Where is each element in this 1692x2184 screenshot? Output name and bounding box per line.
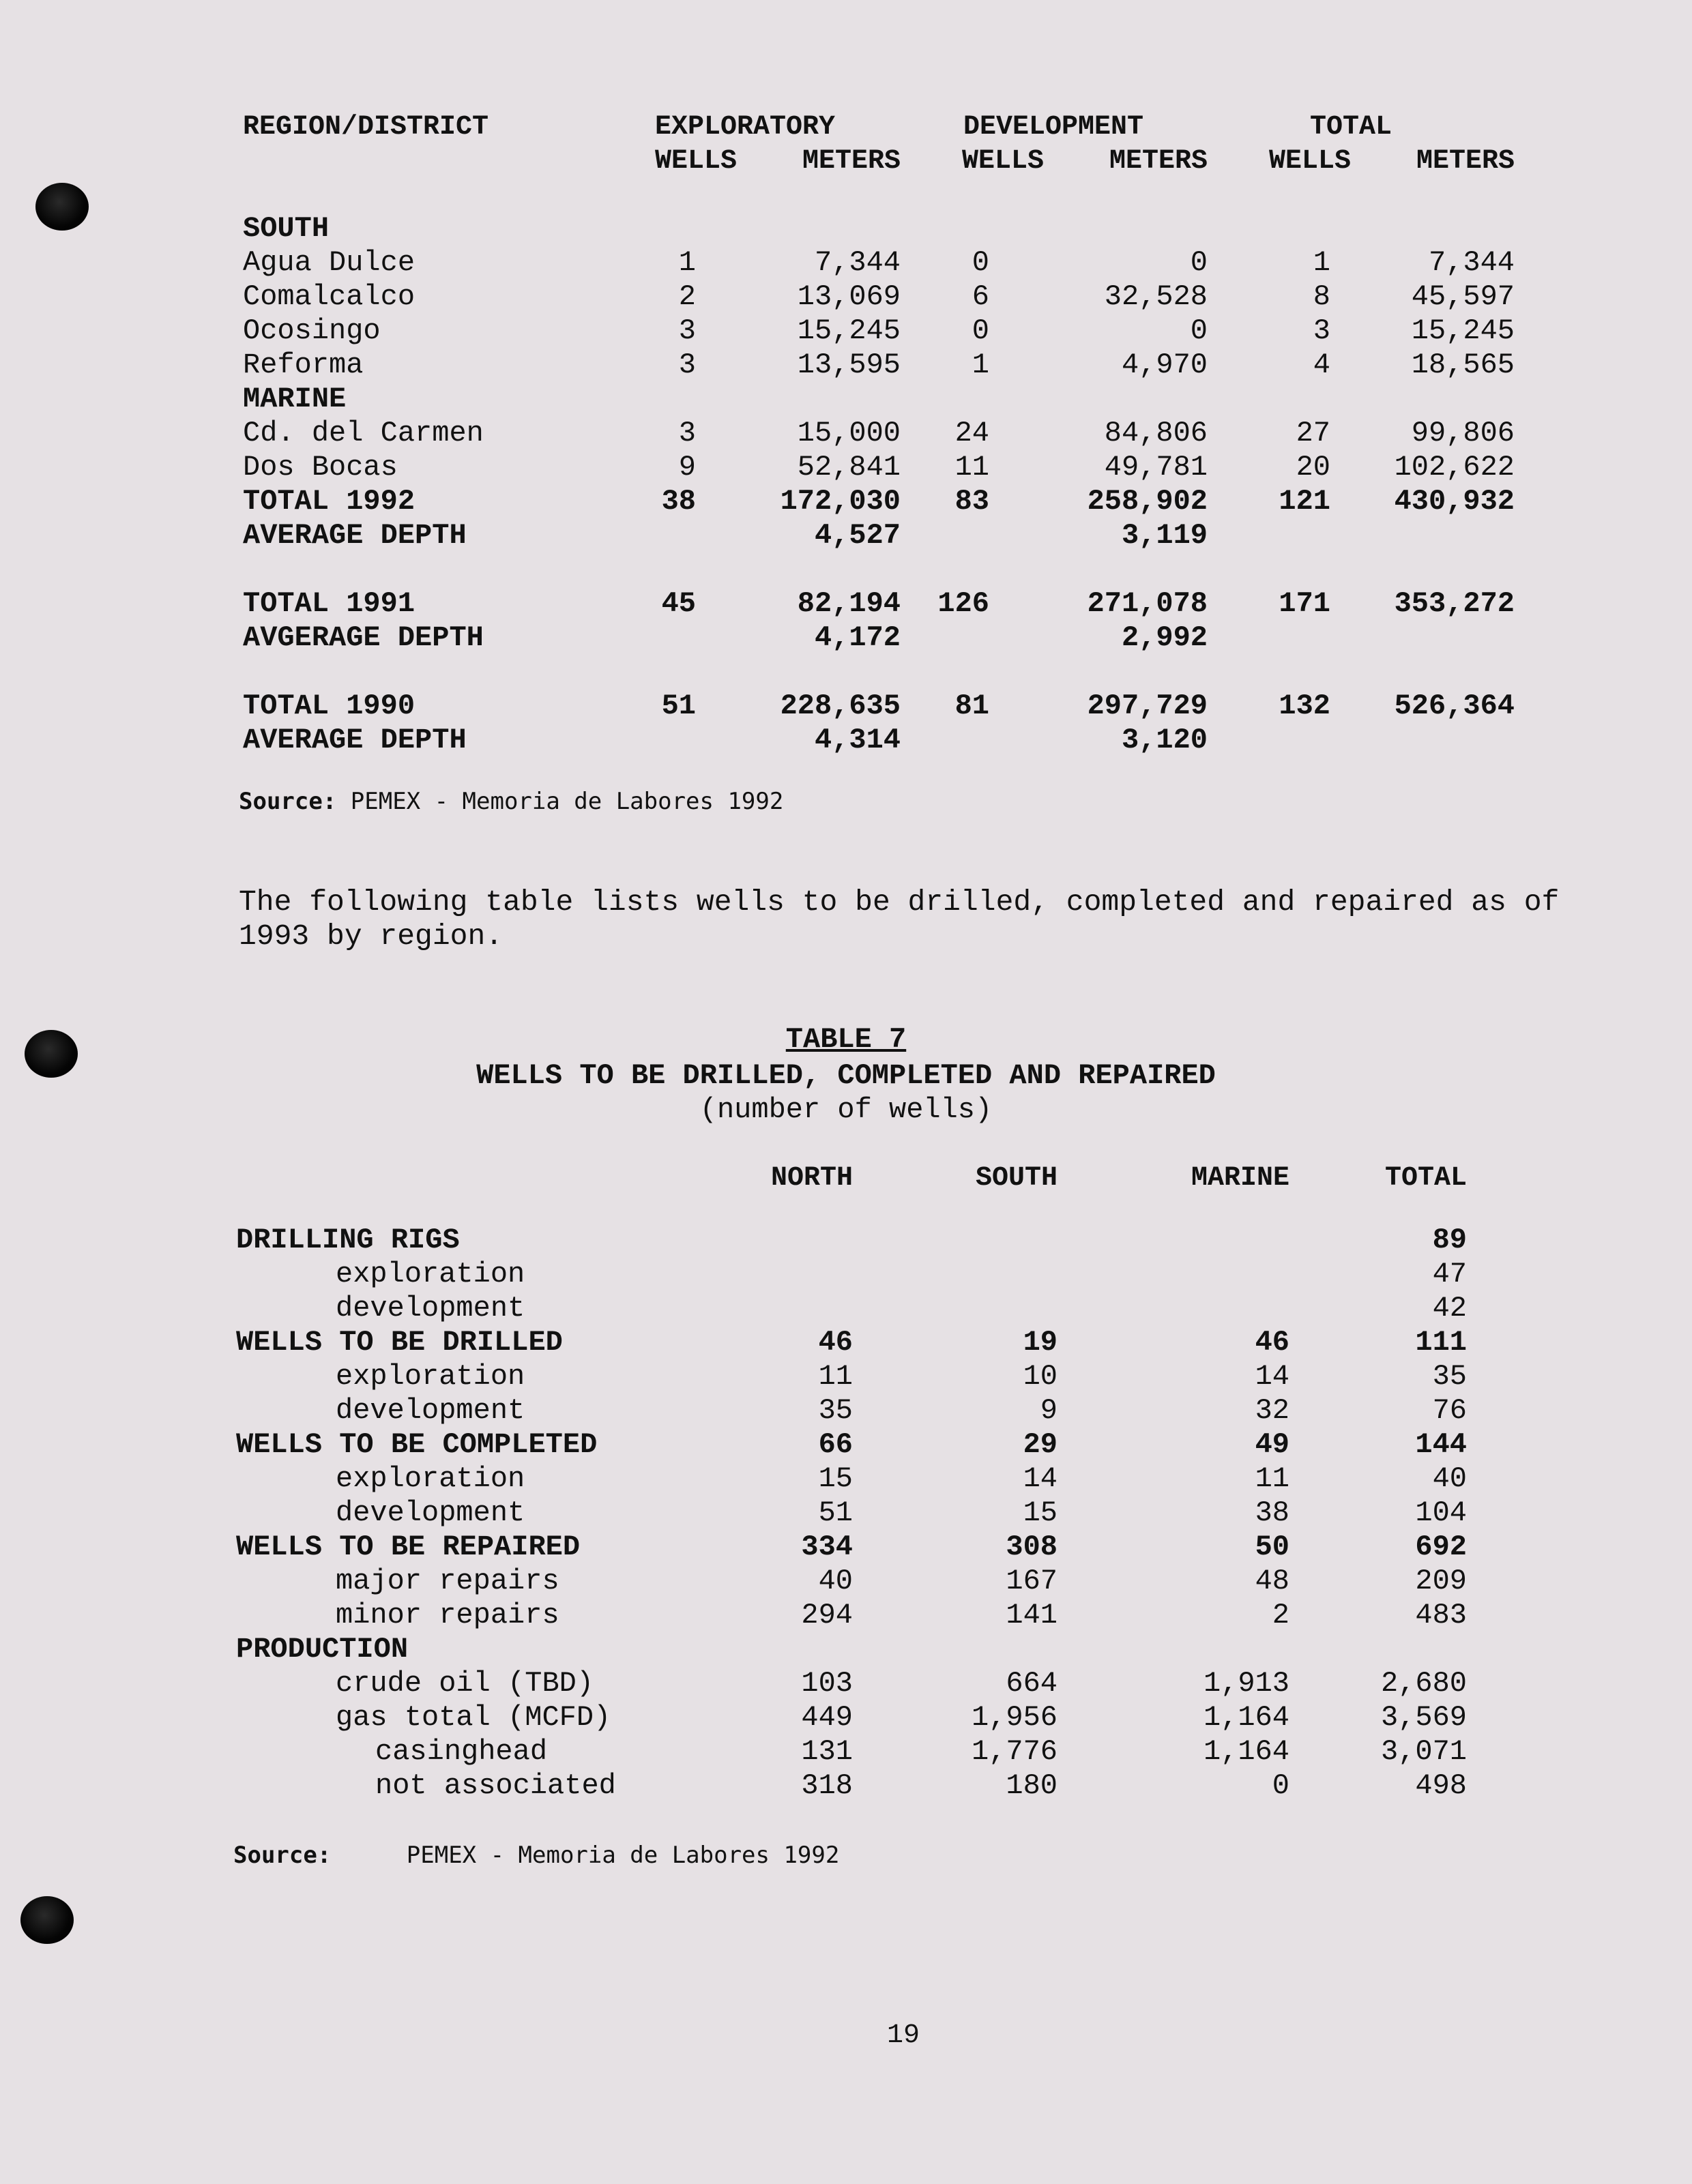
table-row — [0, 450, 1692, 484]
table7-number — [0, 1023, 1692, 1056]
table-cell: 3,071 — [1380, 1735, 1467, 1768]
table-cell: 308 — [1006, 1531, 1058, 1563]
table-cell: 83 — [954, 485, 989, 518]
table-row — [0, 416, 1692, 450]
table-cell: 50 — [1255, 1531, 1289, 1563]
table-cell: 4 — [1313, 349, 1330, 381]
table-cell: 52,841 — [797, 451, 901, 484]
table-cell: 13,069 — [797, 280, 901, 313]
table-cell: 0 — [1190, 246, 1208, 279]
table-cell: 15,245 — [797, 314, 901, 347]
table-row — [0, 1769, 1692, 1803]
row-label: Reforma — [243, 349, 364, 381]
table-row — [0, 1496, 1692, 1530]
table6-source — [239, 788, 783, 815]
table-row — [0, 587, 1692, 621]
table-row — [0, 280, 1692, 314]
row-label: Dos Bocas — [243, 451, 398, 484]
table-cell: 15,000 — [797, 417, 901, 449]
row-label: TOTAL 1990 — [243, 690, 415, 722]
table-cell: 692 — [1415, 1531, 1467, 1563]
header-marine: MARINE — [1191, 1163, 1289, 1194]
table-cell: 0 — [972, 314, 989, 347]
table-row — [0, 518, 1692, 552]
table-row — [0, 348, 1692, 382]
table-cell: 141 — [1006, 1599, 1058, 1632]
table-cell: 4,527 — [814, 519, 901, 552]
table7-number-text: TABLE 7 — [785, 1023, 907, 1056]
table-cell: 19 — [1023, 1326, 1058, 1359]
table-cell: 45 — [661, 587, 696, 620]
table-cell: 318 — [801, 1769, 853, 1802]
table-cell: 51 — [661, 690, 696, 722]
table-cell: 13,595 — [797, 349, 901, 381]
table-cell: 47 — [1432, 1258, 1467, 1290]
table-cell: 334 — [801, 1531, 853, 1563]
header-total: TOTAL — [1310, 112, 1392, 143]
table-cell: 167 — [1006, 1565, 1058, 1597]
table-row — [0, 1632, 1692, 1666]
table-cell: 430,932 — [1394, 485, 1515, 518]
table-cell: 76 — [1432, 1394, 1467, 1427]
header-wells: WELLS — [654, 146, 737, 177]
table-cell: 9 — [678, 451, 696, 484]
table-row — [0, 1257, 1692, 1291]
table-cell: 209 — [1415, 1565, 1467, 1597]
table-cell: 3,119 — [1121, 519, 1208, 552]
table-cell: 32 — [1255, 1394, 1289, 1427]
table-cell: 171 — [1279, 587, 1330, 620]
table7-header-row — [0, 1162, 1692, 1196]
table-cell: 42 — [1432, 1292, 1467, 1325]
table-cell: 49,781 — [1104, 451, 1208, 484]
table-cell: 32,528 — [1104, 280, 1208, 313]
table-cell: 3 — [678, 314, 696, 347]
table-cell: 1 — [972, 349, 989, 381]
row-label: AVGERAGE DEPTH — [243, 621, 484, 654]
table-row — [0, 246, 1692, 280]
row-label: gas total (MCFD) — [336, 1701, 611, 1734]
row-label: MARINE — [243, 383, 347, 415]
table-row — [0, 689, 1692, 723]
table-cell: 10 — [1023, 1360, 1058, 1393]
table-cell: 4,314 — [814, 724, 901, 756]
row-label: WELLS TO BE DRILLED — [236, 1326, 563, 1359]
table-cell: 144 — [1415, 1428, 1467, 1461]
table-cell: 11 — [954, 451, 989, 484]
table-cell: 1 — [678, 246, 696, 279]
row-label: Ocosingo — [243, 314, 381, 347]
table-cell: 2 — [678, 280, 696, 313]
table-cell: 35 — [1432, 1360, 1467, 1393]
table-cell: 498 — [1415, 1769, 1467, 1802]
table-cell: 7,344 — [814, 246, 901, 279]
row-label: WELLS TO BE REPAIRED — [236, 1531, 581, 1563]
table-cell: 46 — [818, 1326, 853, 1359]
table-cell: 102,622 — [1394, 451, 1515, 484]
table-cell: 1,956 — [971, 1701, 1058, 1734]
table-cell: 49 — [1255, 1428, 1289, 1461]
table-cell: 121 — [1279, 485, 1330, 518]
table-row — [0, 382, 1692, 416]
table-cell: 111 — [1415, 1326, 1467, 1359]
table-cell: 51 — [818, 1496, 853, 1529]
table-cell: 3 — [1313, 314, 1330, 347]
table-cell: 14 — [1255, 1360, 1289, 1393]
table-row — [0, 484, 1692, 518]
table-cell: 9 — [1040, 1394, 1058, 1427]
source-label: Source: — [233, 1842, 332, 1869]
row-label: TOTAL 1991 — [243, 587, 415, 620]
table-cell: 1,776 — [971, 1735, 1058, 1768]
table-cell: 24 — [954, 417, 989, 449]
table-cell: 40 — [818, 1565, 853, 1597]
table-cell: 66 — [818, 1428, 853, 1461]
header-south: SOUTH — [975, 1163, 1058, 1194]
table-cell: 3 — [678, 417, 696, 449]
table-cell: 0 — [1272, 1769, 1289, 1802]
header-exploratory: EXPLORATORY — [655, 112, 836, 143]
table-row — [0, 1291, 1692, 1325]
row-label: WELLS TO BE COMPLETED — [236, 1428, 598, 1461]
table-row — [0, 1428, 1692, 1462]
header-development: DEVELOPMENT — [963, 112, 1144, 143]
table-cell: 4,172 — [814, 621, 901, 654]
table-cell: 172,030 — [780, 485, 901, 518]
table-cell: 103 — [801, 1667, 853, 1700]
table-cell: 0 — [972, 246, 989, 279]
row-label: SOUTH — [243, 212, 330, 245]
table-cell: 131 — [801, 1735, 853, 1768]
table-row — [0, 1530, 1692, 1564]
table-cell: 11 — [1255, 1462, 1289, 1495]
body-paragraph: The following table lists wells to be drilled, completed and repaired as of 1993 by region. — [239, 885, 1560, 953]
table-cell: 104 — [1415, 1496, 1467, 1529]
row-label: TOTAL 1992 — [243, 485, 415, 518]
table-cell: 228,635 — [780, 690, 901, 722]
table-cell: 526,364 — [1394, 690, 1515, 722]
table-row — [0, 314, 1692, 348]
table-cell: 14 — [1023, 1462, 1058, 1495]
row-label: minor repairs — [336, 1599, 559, 1632]
table-row — [0, 1325, 1692, 1359]
row-label: not associated — [375, 1769, 616, 1802]
table-cell: 27 — [1296, 417, 1330, 449]
header-total: TOTAL — [1384, 1163, 1467, 1194]
table-cell: 294 — [801, 1599, 853, 1632]
table-cell: 48 — [1255, 1565, 1289, 1597]
row-label: Comalcalco — [243, 280, 415, 313]
table-cell: 1,164 — [1203, 1735, 1289, 1768]
row-label: PRODUCTION — [236, 1633, 409, 1666]
row-label: exploration — [336, 1462, 525, 1495]
row-label: major repairs — [336, 1565, 559, 1597]
row-label: AVERAGE DEPTH — [243, 519, 467, 552]
punch-hole-bottom — [20, 1896, 74, 1944]
table6-header-row2 — [0, 145, 1692, 179]
table-cell: 29 — [1023, 1428, 1058, 1461]
table-row — [0, 1393, 1692, 1428]
table-cell: 81 — [954, 690, 989, 722]
header-meters: METERS — [802, 146, 901, 177]
table-cell: 84,806 — [1104, 417, 1208, 449]
table-cell: 6 — [972, 280, 989, 313]
table-cell: 38 — [1255, 1496, 1289, 1529]
table-row — [0, 1735, 1692, 1769]
table-cell: 40 — [1432, 1462, 1467, 1495]
table-cell: 15 — [818, 1462, 853, 1495]
table-cell: 89 — [1432, 1224, 1467, 1256]
table7-title: WELLS TO BE DRILLED, COMPLETED AND REPAIRED — [476, 1059, 1216, 1092]
row-label: development — [336, 1496, 525, 1529]
table-row — [0, 1223, 1692, 1257]
table-cell: 8 — [1313, 280, 1330, 313]
header-region: REGION/DISTRICT — [243, 112, 489, 143]
table-cell: 449 — [801, 1701, 853, 1734]
source-label: Source: — [239, 788, 337, 815]
row-label: exploration — [336, 1258, 525, 1290]
table-cell: 15,245 — [1411, 314, 1515, 347]
table-cell: 258,902 — [1087, 485, 1208, 518]
table-cell: 1,913 — [1203, 1667, 1289, 1700]
table-row — [0, 1359, 1692, 1393]
table-cell: 7,344 — [1428, 246, 1515, 279]
table-cell: 46 — [1255, 1326, 1289, 1359]
header-meters: METERS — [1109, 146, 1208, 177]
table-row — [0, 621, 1692, 655]
table-cell: 3,569 — [1380, 1701, 1467, 1734]
table-row — [0, 1666, 1692, 1700]
row-label: development — [336, 1292, 525, 1325]
table-cell: 3 — [678, 349, 696, 381]
table-cell: 0 — [1190, 314, 1208, 347]
row-label: Cd. del Carmen — [243, 417, 484, 449]
header-wells: WELLS — [961, 146, 1044, 177]
table-row — [0, 211, 1692, 246]
row-label: AVERAGE DEPTH — [243, 724, 467, 756]
source-text: PEMEX - Memoria de Labores 1992 — [350, 788, 784, 815]
table-row — [0, 1598, 1692, 1632]
table-cell: 297,729 — [1087, 690, 1208, 722]
table-cell: 1,164 — [1203, 1701, 1289, 1734]
table7-source — [233, 1842, 839, 1869]
table-cell: 664 — [1006, 1667, 1058, 1700]
table-cell: 2,992 — [1121, 621, 1208, 654]
table-cell: 99,806 — [1411, 417, 1515, 449]
source-text: PEMEX - Memoria de Labores 1992 — [406, 1842, 840, 1869]
table-row — [0, 1462, 1692, 1496]
table-cell: 1 — [1313, 246, 1330, 279]
table-cell: 483 — [1415, 1599, 1467, 1632]
table-cell: 11 — [818, 1360, 853, 1393]
table-cell: 353,272 — [1394, 587, 1515, 620]
table-cell: 18,565 — [1411, 349, 1515, 381]
table-row — [0, 1700, 1692, 1735]
header-north: NORTH — [770, 1163, 853, 1194]
table-cell: 3,120 — [1121, 724, 1208, 756]
table-cell: 2,680 — [1380, 1667, 1467, 1700]
table-cell: 2 — [1272, 1599, 1289, 1632]
header-wells: WELLS — [1268, 146, 1351, 177]
row-label: DRILLING RIGS — [236, 1224, 460, 1256]
table-cell: 180 — [1006, 1769, 1058, 1802]
table-cell: 271,078 — [1087, 587, 1208, 620]
header-meters: METERS — [1416, 146, 1515, 177]
table-cell: 126 — [937, 587, 989, 620]
table6-header-row1 — [0, 110, 1692, 145]
table7-subtitle: (number of wells) — [699, 1093, 993, 1126]
row-label: Agua Dulce — [243, 246, 415, 279]
row-label: crude oil (TBD) — [336, 1667, 594, 1700]
table-row — [0, 723, 1692, 757]
row-label: development — [336, 1394, 525, 1427]
page-number: 19 — [887, 2020, 920, 2051]
table-cell: 4,970 — [1121, 349, 1208, 381]
table-cell: 20 — [1296, 451, 1330, 484]
table-cell: 132 — [1279, 690, 1330, 722]
row-label: exploration — [336, 1360, 525, 1393]
table-row — [0, 1564, 1692, 1598]
table-cell: 82,194 — [797, 587, 901, 620]
row-label: casinghead — [375, 1735, 548, 1768]
table-cell: 35 — [818, 1394, 853, 1427]
table-cell: 38 — [661, 485, 696, 518]
table-cell: 45,597 — [1411, 280, 1515, 313]
table-cell: 15 — [1023, 1496, 1058, 1529]
